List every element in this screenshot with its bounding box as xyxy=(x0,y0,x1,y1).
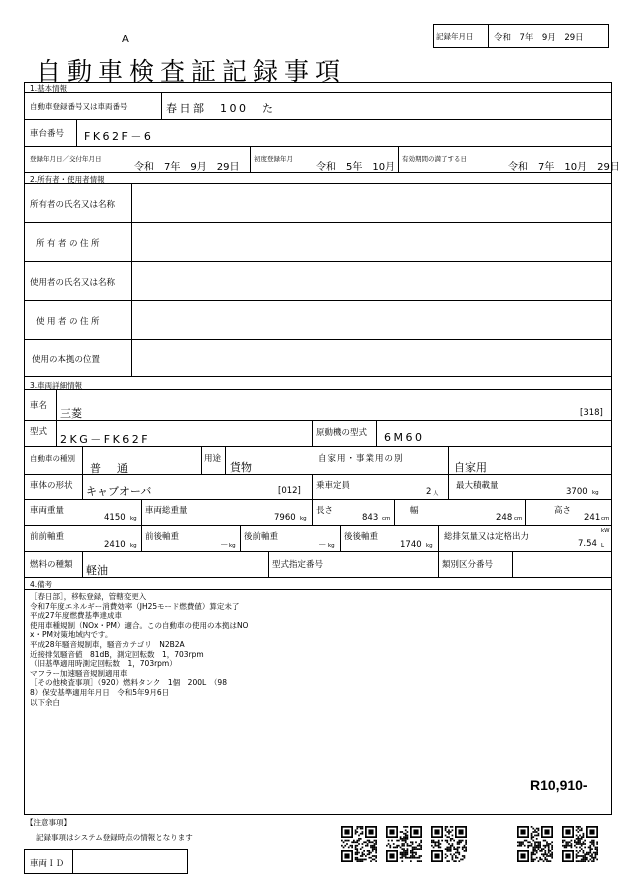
rf-axle-label: 後前軸重 xyxy=(244,532,279,542)
displacement-value: 7.54 xyxy=(578,539,597,549)
page-title: 自動車検査証記録事項 xyxy=(36,57,347,86)
length-unit: cm xyxy=(382,516,391,522)
owner-name-label: 所有者の氏名又は名称 xyxy=(30,200,116,210)
gross-label: 車両総重量 xyxy=(145,506,188,516)
remarks-line: ［春日部］，移転登録，管轄変更入 xyxy=(30,592,147,601)
kind-label: 自動車の種別 xyxy=(30,454,75,463)
remarks-line: 以下余白 xyxy=(30,697,60,707)
qr-code-5 xyxy=(562,826,598,862)
max-load-value: 3700 xyxy=(566,487,588,497)
height-value: 241 xyxy=(584,513,601,523)
weight-label: 車両重量 xyxy=(30,506,65,516)
rr-axle-unit: kg xyxy=(426,543,433,549)
reg-date-label: 登録年月日／交付年月日 xyxy=(30,155,102,163)
record-date-label: 記録年月日 xyxy=(436,32,474,41)
shape-code: [012] xyxy=(278,486,301,496)
record-date-value: 令和 7年 9月 29日 xyxy=(494,33,584,43)
qr-code-4 xyxy=(517,826,553,862)
remarks-line: 平成28年騒音規制車，騒音カテゴリ N2B2A xyxy=(30,639,185,649)
ff-axle-label: 前前軸重 xyxy=(30,532,65,542)
remarks-line: 令和7年度エネルギー消費効率（JH25モード燃費値）算定未了 xyxy=(30,601,240,611)
use-value: 貨物 xyxy=(230,461,252,474)
rf-axle-value: － xyxy=(318,541,327,551)
rf-axle-unit: kg xyxy=(328,543,335,549)
reg-date-value: 令和 7年 9月 29日 xyxy=(134,162,240,173)
remarks-line: 平成27年度燃費基準達成車 xyxy=(30,611,123,621)
maker-code: [318] xyxy=(580,408,603,418)
note-text: 記録事項はシステム登録時点の情報となります xyxy=(36,833,193,842)
engine-value: 6M60 xyxy=(384,431,425,444)
weight-value: 4150 xyxy=(104,513,126,523)
shape-label: 車体の形状 xyxy=(30,481,73,491)
biz-value: 自家用 xyxy=(454,461,487,474)
remarks-line: x・PM対策地域内です。 xyxy=(30,630,113,640)
remarks-line: ［その他検査事項］（920）燃料タンク 1個 200L （98 xyxy=(30,678,227,688)
reg-number-label: 自動車登録番号又は車両番号 xyxy=(30,102,128,111)
capacity-value: 2 xyxy=(426,487,432,497)
width-label: 幅 xyxy=(410,506,419,516)
form-mark: A xyxy=(122,34,129,45)
rr-axle-value: 1740 xyxy=(400,540,422,550)
model-label: 型式 xyxy=(30,427,48,437)
max-load-unit: kg xyxy=(592,490,599,496)
model-value: 2KG－FK62F xyxy=(60,433,151,446)
rr-axle-label: 後後軸重 xyxy=(344,532,379,542)
base-location-label: 使用の本拠の位置 xyxy=(32,355,101,365)
capacity-label: 乗車定員 xyxy=(316,481,351,491)
section-vehicle-heading: 3.車両詳細情報 xyxy=(30,381,83,390)
kind-value: 普 通 xyxy=(90,462,131,475)
reg-number-value: 春日部 100 た xyxy=(166,102,276,115)
remarks-list xyxy=(30,592,248,707)
fr-axle-label: 前後軸重 xyxy=(145,532,180,542)
gross-unit: kg xyxy=(300,516,307,522)
owner-address-label: 所有者の住所 xyxy=(36,239,103,249)
qr-code-2 xyxy=(386,826,422,862)
first-reg-value: 令和 5年 10月 xyxy=(316,162,396,173)
height-label: 高さ xyxy=(554,506,572,516)
weight-unit: kg xyxy=(130,516,137,522)
length-label: 長さ xyxy=(316,506,334,516)
displacement-unit-kw: kW xyxy=(601,528,610,534)
remarks-line: 近接排気騒音値 81dB，測定回転数 1，703rpm xyxy=(30,649,204,659)
type-no-label: 型式指定番号 xyxy=(272,560,324,570)
max-load-label: 最大積載量 xyxy=(456,481,499,491)
fee-amount: R10,910- xyxy=(530,777,588,793)
height-unit: cm xyxy=(601,516,610,522)
vehicle-id-label: 車両ＩＤ xyxy=(30,859,65,869)
ff-axle-value: 2410 xyxy=(104,540,126,550)
remarks-line: 8）保安基準適用年月日 令和5年9月6日 xyxy=(30,687,170,697)
note-title: 【注意事項】 xyxy=(26,818,71,827)
use-label: 用途 xyxy=(204,454,222,464)
fuel-label: 燃料の種類 xyxy=(30,560,73,570)
chassis-value: FK62F－6 xyxy=(84,130,154,143)
gross-value: 7960 xyxy=(274,513,296,523)
remarks-line: （旧基準適用時測定回転数 1，703rpm） xyxy=(30,659,177,669)
width-unit: cm xyxy=(514,516,523,522)
expiry-label: 有効期間の満了する日 xyxy=(402,155,467,163)
fr-axle-unit: kg xyxy=(229,543,236,549)
width-value: 248 xyxy=(496,513,513,523)
displacement-unit-l: L xyxy=(601,543,605,549)
maker-value: 三菱 xyxy=(60,407,82,420)
qr-code-3 xyxy=(431,826,467,862)
section-remarks-heading: 4.備考 xyxy=(30,580,53,589)
first-reg-label: 初度登録年月 xyxy=(254,155,293,163)
maker-label: 車名 xyxy=(30,401,48,411)
user-name-label: 使用者の氏名又は名称 xyxy=(30,278,116,288)
engine-label: 原動機の型式 xyxy=(316,428,368,438)
chassis-label: 車台番号 xyxy=(30,129,65,139)
expiry-value: 令和 7年 10月 29日 xyxy=(508,162,620,173)
displacement-label: 総排気量又は定格出力 xyxy=(444,532,530,542)
biz-label: 自家用・事業用の別 xyxy=(318,454,404,464)
qr-code-1 xyxy=(341,826,377,862)
remarks-line: 使用車種規制（NOx・PM）適合。この自動車の使用の本拠はNO xyxy=(30,620,249,630)
user-address-label: 使用者の住所 xyxy=(36,317,103,327)
class-label: 類別区分番号 xyxy=(442,560,494,570)
fr-axle-value: － xyxy=(220,541,229,551)
section-owner-heading: 2.所有者・使用者情報 xyxy=(30,175,105,184)
capacity-unit: 人 xyxy=(433,491,439,497)
ff-axle-unit: kg xyxy=(130,543,137,549)
section-basic-heading: 1.基本情報 xyxy=(30,84,68,93)
length-value: 843 xyxy=(362,513,379,523)
shape-value: キャブオーバ xyxy=(86,485,152,498)
remarks-line: マフラー加速騒音規制適用車 xyxy=(30,668,128,678)
fuel-value: 軽油 xyxy=(86,564,108,577)
